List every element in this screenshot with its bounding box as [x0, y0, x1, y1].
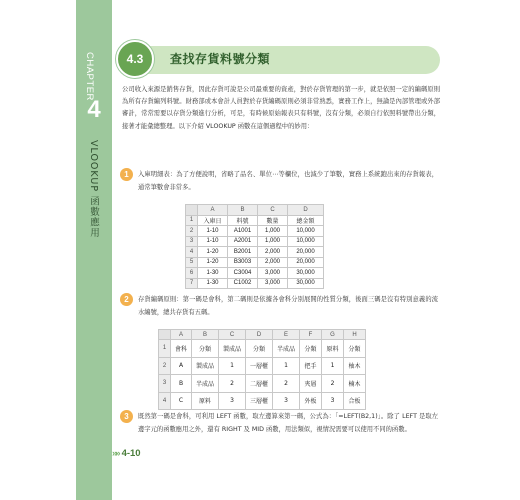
table-cell[interactable]: 30,000 — [288, 278, 324, 289]
step-badge: 1 — [120, 168, 133, 181]
column-letter: F — [300, 330, 322, 340]
table-cell[interactable]: 二層櫃 — [246, 375, 273, 393]
table-cell[interactable]: 2 — [322, 375, 344, 393]
column-letter: C — [258, 205, 288, 216]
column-letter: A — [171, 330, 192, 340]
table-cell[interactable]: 3 — [273, 392, 300, 410]
inventory-receipt-sheet — [185, 204, 324, 289]
table-cell[interactable]: 1 — [273, 357, 300, 375]
column-letter: A — [198, 205, 228, 216]
table-cell[interactable]: 入庫日 — [198, 215, 228, 226]
table-cell[interactable]: 製成品 — [219, 340, 246, 358]
table-cell[interactable]: A2001 — [228, 236, 258, 247]
chevrons-icon: »» — [112, 448, 119, 459]
table-cell[interactable]: 2,000 — [258, 247, 288, 258]
row-number: 1 — [186, 215, 198, 226]
section-number: 4.3 — [116, 40, 154, 78]
chapter-number: 4 — [87, 96, 101, 123]
sheet-corner — [159, 330, 171, 340]
table-cell[interactable]: 分類 — [192, 340, 219, 358]
row-number: 6 — [186, 268, 198, 279]
chapter-title: VLOOKUP 函數應用 — [88, 140, 99, 239]
table-row — [186, 247, 324, 258]
table-cell[interactable]: 1-10 — [198, 226, 228, 237]
table-cell[interactable]: 2 — [219, 375, 246, 393]
table-cell[interactable]: 三層櫃 — [246, 392, 273, 410]
table-cell[interactable]: 一層櫃 — [246, 357, 273, 375]
table-row — [186, 278, 324, 289]
table-row — [159, 357, 366, 375]
table-cell[interactable]: 原料 — [322, 340, 344, 358]
table-cell[interactable]: 外板 — [300, 392, 322, 410]
table-cell[interactable]: 2,000 — [258, 257, 288, 268]
step-text: 存貨編碼原則：第一碼是會科，第二碼則是依據各會科分別展開的性質分類，後面三碼是沒有特別意義的流水編號，總共存貨有五碼。 — [138, 296, 438, 316]
table-cell[interactable]: B3003 — [228, 257, 258, 268]
table-cell[interactable]: 20,000 — [288, 247, 324, 258]
row-number: 1 — [159, 340, 171, 358]
table-cell[interactable]: 1-30 — [198, 278, 228, 289]
table-cell[interactable]: 3 — [219, 392, 246, 410]
table-row — [159, 375, 366, 393]
table-cell[interactable]: A — [171, 357, 192, 375]
table-row — [186, 215, 324, 226]
column-letter: G — [322, 330, 344, 340]
table-cell[interactable]: 半成品 — [273, 340, 300, 358]
table-cell[interactable]: 10,000 — [288, 226, 324, 237]
table-cell[interactable]: 3 — [322, 392, 344, 410]
table-cell[interactable]: 分類 — [300, 340, 322, 358]
column-letter: E — [273, 330, 300, 340]
table-row — [186, 268, 324, 279]
table-row — [159, 340, 366, 358]
table-cell[interactable]: 1 — [322, 357, 344, 375]
column-header-row — [159, 330, 366, 340]
page-number: »» 4-10 — [112, 448, 141, 459]
table-cell[interactable]: 料號 — [228, 215, 258, 226]
table-cell[interactable]: B — [171, 375, 192, 393]
section-title: 查找存貨料號分類 — [170, 52, 271, 66]
table-row — [186, 226, 324, 237]
table-row — [186, 257, 324, 268]
table-cell[interactable]: 10,000 — [288, 236, 324, 247]
table-cell[interactable]: 1 — [219, 357, 246, 375]
row-number: 7 — [186, 278, 198, 289]
table-cell[interactable]: 柚木 — [344, 357, 366, 375]
table-cell[interactable]: 製成品 — [192, 357, 219, 375]
table-cell[interactable]: B2001 — [228, 247, 258, 258]
row-number: 4 — [159, 392, 171, 410]
table-cell[interactable]: 1-30 — [198, 268, 228, 279]
table-row — [186, 236, 324, 247]
table-cell[interactable]: 分類 — [344, 340, 366, 358]
column-header-row — [186, 205, 324, 216]
table-cell[interactable]: 1-10 — [198, 236, 228, 247]
table-cell[interactable]: 會科 — [171, 340, 192, 358]
table-cell[interactable]: C3004 — [228, 268, 258, 279]
table-cell[interactable]: C1002 — [228, 278, 258, 289]
row-number: 4 — [186, 247, 198, 258]
table-row — [159, 392, 366, 410]
coding-rule-sheet — [158, 329, 366, 410]
table-cell[interactable]: 夾層 — [300, 375, 322, 393]
table-cell[interactable]: 2 — [273, 375, 300, 393]
table-cell[interactable]: 1-20 — [198, 257, 228, 268]
table-cell[interactable]: 1-20 — [198, 247, 228, 258]
sheet-corner — [186, 205, 198, 216]
table-cell[interactable]: C — [171, 392, 192, 410]
column-letter: B — [228, 205, 258, 216]
column-letter: D — [288, 205, 324, 216]
step-text: 既然第一碼是會科，可利用 LEFT 函數，取左邊算來第一碼，公式為：「=LEFT(B2,1)」。除了 LEFT 是取左邊字元的函數應用之外，還有 RIGHT 及 MID 函數，用法類似，視情況需要可以使用不同的函數。 — [138, 413, 438, 433]
row-number: 3 — [186, 236, 198, 247]
row-number: 2 — [159, 357, 171, 375]
step-text: 入庫明細表：為了方便說明，省略了品名、單位⋯等欄位，也減少了筆數，實務上系統跑出來的存貨報表，通常筆數會非常多。 — [138, 171, 438, 191]
table-cell[interactable]: 分類 — [246, 340, 273, 358]
table-cell[interactable]: 3,000 — [258, 268, 288, 279]
table-cell[interactable]: 半成品 — [192, 375, 219, 393]
table-cell[interactable]: 合板 — [344, 392, 366, 410]
table-cell[interactable]: 數量 — [258, 215, 288, 226]
table-cell[interactable]: 1,000 — [258, 226, 288, 237]
row-number: 2 — [186, 226, 198, 237]
table-cell[interactable]: 總金額 — [288, 215, 324, 226]
column-letter: B — [192, 330, 219, 340]
step-badge: 3 — [120, 410, 133, 423]
step-badge: 2 — [120, 293, 133, 306]
table-cell[interactable]: 原料 — [192, 392, 219, 410]
chapter-sidebar — [76, 0, 112, 500]
column-letter: H — [344, 330, 366, 340]
table-cell[interactable]: 3,000 — [258, 278, 288, 289]
table-cell[interactable]: 30,000 — [288, 268, 324, 279]
row-number: 5 — [186, 257, 198, 268]
row-number: 3 — [159, 375, 171, 393]
column-letter: D — [246, 330, 273, 340]
table-cell[interactable]: 楠木 — [344, 375, 366, 393]
table-cell[interactable]: A1001 — [228, 226, 258, 237]
table-cell[interactable]: 20,000 — [288, 257, 324, 268]
column-letter: C — [219, 330, 246, 340]
chapter-label: CHAPTER — [84, 52, 95, 101]
intro-paragraph: 公司收入來源是銷售存貨，因此存貨可說是公司最重要的資產，對於存貨管理的第一步，就是依照一定的編碼原則為所有存貨編列料號。財務部或本會計人員對於存貨編碼原則必須非常熟悉，實務工作上，無論是內部管理或外部審計，常常需要以存貨分類進行分析，可是，有時候原始報表只有料號，沒有分類，必須自行依照料號帶出分類，接著才能彙總整理。以下介紹 VLOOKUP 函數在這個過程中的妙用： — [122, 86, 440, 130]
table-cell[interactable]: 把手 — [300, 357, 322, 375]
table-cell[interactable]: 1,000 — [258, 236, 288, 247]
